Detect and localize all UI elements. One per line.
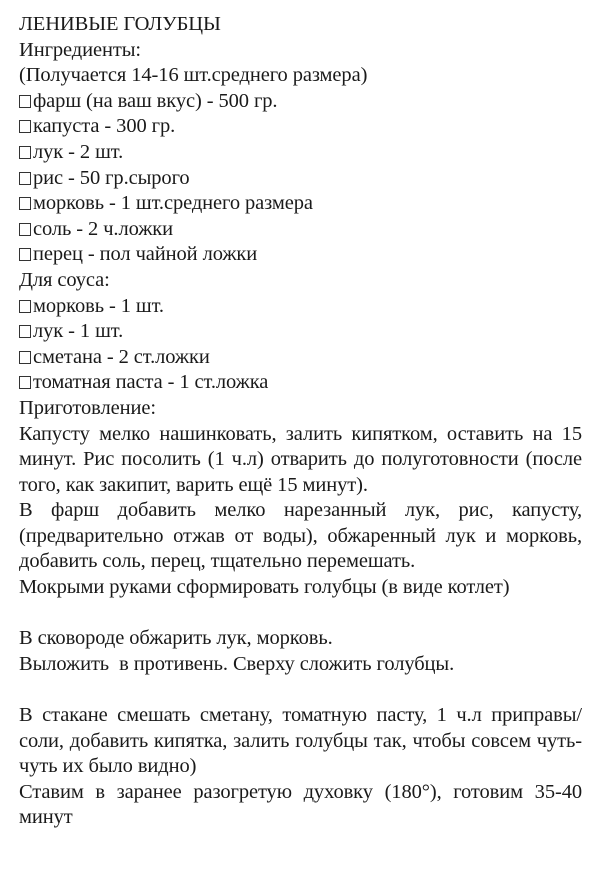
- blank-line: [19, 601, 582, 627]
- step-paragraph: Мокрыми руками сформировать голубцы (в виде котлет): [19, 576, 510, 599]
- ingredient-text: томатная паста - 1 ст.ложка: [33, 371, 269, 394]
- yield-note: (Получается 14-16 шт.среднего размера): [19, 64, 368, 87]
- step-paragraph: Капусту мелко нашинковать, залить кипятком, оставить на 15 минут. Рис посолить (1 ч.л) отварить до полуготовности (после того, как закипит, варить ещё 15 минут).: [19, 422, 582, 496]
- ingredients-heading: Ингредиенты:: [19, 38, 141, 61]
- ingredient-text: соль - 2 ч.ложки: [33, 217, 174, 240]
- ingredients-list: [19, 89, 582, 268]
- ingredient-item: [19, 166, 582, 192]
- ingredient-item: [19, 217, 582, 243]
- ingredient-text: рис - 50 гр.сырого: [33, 166, 190, 189]
- ingredient-item: [19, 140, 582, 166]
- blank-line: [19, 677, 582, 703]
- ingredient-item: [19, 89, 582, 115]
- checkbox-bullet-icon: [19, 172, 31, 185]
- preparation-steps: [19, 422, 582, 832]
- sauce-ingredient-item: [19, 345, 582, 371]
- ingredient-text: морковь - 1 шт.среднего размера: [33, 192, 313, 215]
- checkbox-bullet-icon: [19, 146, 31, 159]
- ingredient-text: фарш (на ваш вкус) - 500 гр.: [33, 89, 278, 112]
- ingredient-text: перец - пол чайной ложки: [33, 243, 258, 266]
- checkbox-bullet-icon: [19, 351, 31, 364]
- step-paragraph: Ставим в заранее разогретую духовку (180°), готовим 35-40 минут: [19, 780, 582, 829]
- ingredient-item: [19, 242, 582, 268]
- checkbox-bullet-icon: [19, 325, 31, 338]
- sauce-ingredient-item: [19, 319, 582, 345]
- sauce-ingredients-list: [19, 294, 582, 396]
- step-paragraph: В стакане смешать сметану, томатную пасту, 1 ч.л приправы/соли, добавить кипятка, залить голубцы так, чтобы совсем чуть-чуть их было видно): [19, 704, 582, 778]
- checkbox-bullet-icon: [19, 223, 31, 236]
- checkbox-bullet-icon: [19, 95, 31, 108]
- sauce-heading: Для соуса:: [19, 268, 110, 291]
- checkbox-bullet-icon: [19, 248, 31, 261]
- ingredient-text: сметана - 2 ст.ложки: [33, 345, 210, 368]
- sauce-ingredient-item: [19, 294, 582, 320]
- ingredient-text: лук - 1 шт.: [33, 320, 124, 343]
- ingredient-text: морковь - 1 шт.: [33, 294, 164, 317]
- checkbox-bullet-icon: [19, 197, 31, 210]
- ingredient-item: [19, 114, 582, 140]
- ingredient-item: [19, 191, 582, 217]
- preparation-heading: Приготовление:: [19, 396, 156, 419]
- recipe-title: ЛЕНИВЫЕ ГОЛУБЦЫ: [19, 13, 221, 35]
- step-paragraph: В фарш добавить мелко нарезанный лук, рис, капусту, (предварительно отжав от воды), обжаренный лук и морковь, добавить соль, перец, тщательно перемешать.: [19, 499, 582, 573]
- ingredient-text: капуста - 300 гр.: [33, 115, 176, 138]
- step-paragraph: Выложить в противень. Сверху сложить голубцы.: [19, 652, 455, 675]
- sauce-ingredient-item: [19, 370, 582, 396]
- ingredient-text: лук - 2 шт.: [33, 140, 124, 163]
- checkbox-bullet-icon: [19, 300, 31, 313]
- recipe-document: [19, 12, 582, 831]
- step-paragraph: В сковороде обжарить лук, морковь.: [19, 627, 333, 650]
- checkbox-bullet-icon: [19, 376, 31, 389]
- checkbox-bullet-icon: [19, 120, 31, 133]
